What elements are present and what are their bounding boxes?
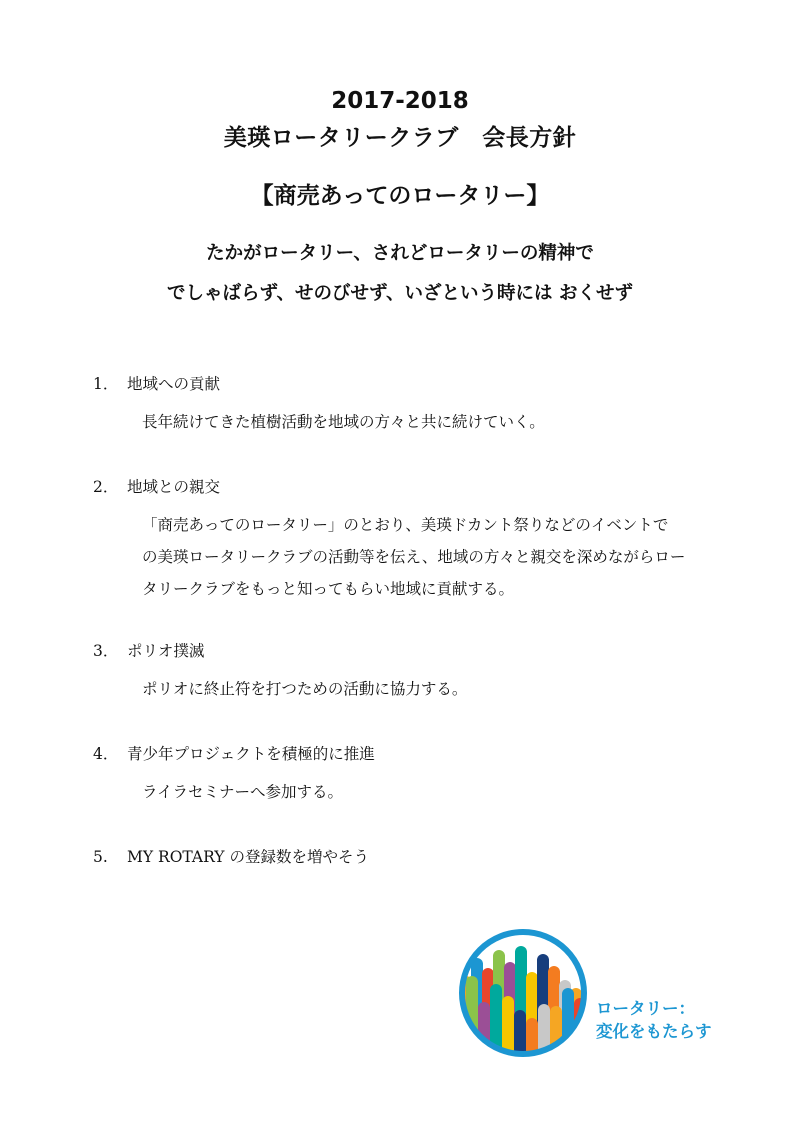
- item-body-line: タリークラブをもっと知ってもらい地域に貢献する。: [142, 580, 515, 598]
- policy-item: [93, 742, 375, 808]
- item-title: 地域への貢献: [127, 375, 221, 393]
- annual-theme: 【商売あってのロータリー】: [250, 183, 550, 209]
- policy-item: [93, 845, 369, 869]
- logo-caption: [596, 997, 712, 1043]
- motto-line-1: たかがロータリー、されどロータリーの精神で: [206, 243, 594, 264]
- item-number: 2．: [93, 478, 119, 496]
- item-body-line: の美瑛ロータリークラブの活動等を伝え、地域の方々と親交を深めながらロー: [142, 548, 686, 566]
- page-title: 美瑛ロータリークラブ 会長方針: [223, 125, 577, 151]
- rotary-theme-logo-icon: [458, 928, 588, 1058]
- item-number: 3．: [93, 642, 119, 660]
- item-number: 4．: [93, 745, 119, 763]
- item-number: 5.: [93, 848, 108, 866]
- logo-stripe: [550, 1006, 562, 1058]
- policy-item: [93, 639, 467, 705]
- logo-stripe: [478, 1002, 490, 1058]
- logo-stripe: [562, 988, 574, 1058]
- logo-caption-line-1: ロータリー：: [596, 999, 695, 1018]
- item-title: ポリオ撲滅: [127, 642, 205, 660]
- item-title: 地域との親交: [127, 478, 221, 496]
- item-body-line: 「商売あってのロータリー」のとおり、美瑛ドカント祭りなどのイベントで: [142, 516, 669, 534]
- motto-line-2: でしゃばらず、せのびせず、いざという時には おくせず: [167, 283, 633, 304]
- item-number: 1．: [93, 375, 119, 393]
- policy-item: [93, 372, 545, 438]
- item-title: 青少年プロジェクトを積極的に推進: [127, 745, 375, 763]
- report-year: 2017-2018: [331, 88, 469, 114]
- logo-caption-line-2: 変化をもたらす: [596, 1022, 712, 1041]
- policy-item: [93, 475, 685, 605]
- item-title: MY ROTARY の登録数を増やそう: [127, 848, 369, 866]
- item-body-line: 長年続けてきた植樹活動を地域の方々と共に続けていく。: [142, 413, 545, 431]
- item-body-line: ライラセミナーへ参加する。: [142, 783, 344, 801]
- item-body-line: ポリオに終止符を打つための活動に協力する。: [142, 680, 468, 698]
